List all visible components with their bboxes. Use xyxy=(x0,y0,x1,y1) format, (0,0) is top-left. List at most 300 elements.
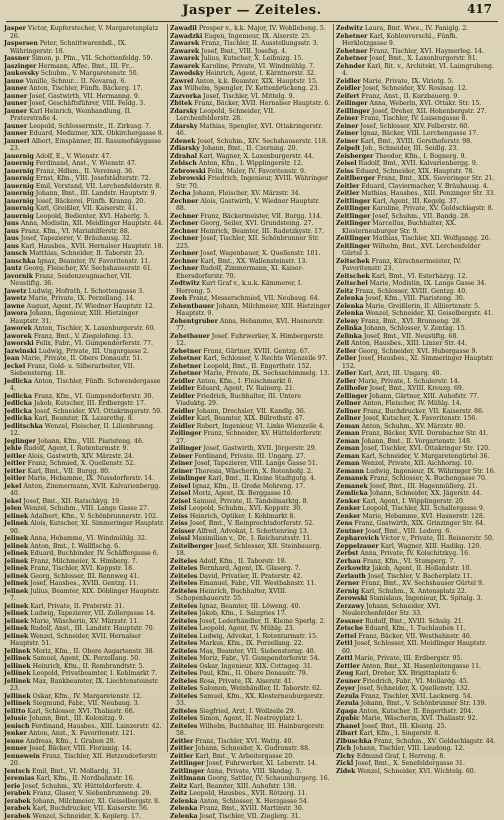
entry-name: Zeiner xyxy=(336,123,359,130)
directory-entry xyxy=(4,580,165,588)
directory-entry xyxy=(336,258,497,273)
entry-details: Josef, Schneider, X. Quellenstr. 132. xyxy=(357,685,470,692)
directory-entry xyxy=(4,738,165,746)
entry-name: Jellinek xyxy=(4,655,31,662)
entry-details: Victor v., Private, III. Reisnerstr. 50. xyxy=(381,535,494,542)
directory-entry xyxy=(170,295,331,303)
entry-details: Ignaz, Beamter, III. Löweng. 40. xyxy=(199,603,300,610)
directory-entry xyxy=(336,438,497,446)
entry-name: Jawetz xyxy=(4,288,27,295)
entry-name: Zidek xyxy=(336,768,355,775)
directory-entry xyxy=(4,700,165,708)
entry-name: Zeuner xyxy=(336,678,361,685)
entry-name: Zeidler xyxy=(170,378,195,385)
entry-details: Franz, Bäcker, VII. Westbahnstr. 40. xyxy=(358,633,471,640)
entry-details: Josef, Tischler, VII. Zieglerg. 31. xyxy=(200,813,301,820)
entry-name: Zeiteles xyxy=(170,678,197,685)
entry-name: Zeiteles xyxy=(170,715,197,722)
entry-name: Jaus xyxy=(4,228,19,235)
entry-name: Zenker xyxy=(336,513,360,520)
directory-entry xyxy=(4,445,165,453)
entry-name: Zawarek xyxy=(170,48,199,55)
directory-entry xyxy=(170,100,331,108)
entry-name: Zebrowski xyxy=(170,168,206,175)
column-divider xyxy=(333,24,334,752)
entry-details: Johann, Schneider, X. Gudrunstr. 88. xyxy=(195,745,310,752)
entry-name: Zeilinger xyxy=(170,445,202,452)
entry-name: Jenne xyxy=(4,738,24,745)
entry-details: Oskar, Kfm., IV. Margaretenstr. 12. xyxy=(33,693,142,700)
entry-details: Rudolf, Bmt., XVIII. Schulg. 21. xyxy=(365,618,464,625)
directory-entry xyxy=(4,355,165,363)
entry-name: Jautz xyxy=(4,265,22,272)
directory-entry xyxy=(170,78,331,86)
directory-entry xyxy=(170,813,331,820)
entry-details: Edmund Graf, I. Herreng. 8. xyxy=(357,753,446,760)
entry-name: Zemann xyxy=(336,468,364,475)
entry-name: Jauernig xyxy=(4,190,34,197)
directory-entry xyxy=(4,303,165,311)
column-divider xyxy=(167,24,168,752)
entry-name: Zellner xyxy=(336,415,361,422)
entry-details: Franz, Buchdrucker, VII. Kaiserstr. 86. xyxy=(363,408,484,415)
entry-details: Theodor, Kfm., I. Bognerg. 9. xyxy=(375,153,466,160)
entry-details: Karoline, Private, VI. Windmühlg. 7. xyxy=(201,63,315,70)
entry-details: Anna, Hebamme, XVI. Hasnerstr. 77. xyxy=(176,318,324,333)
directory-entry xyxy=(170,783,331,791)
entry-name: Zickl xyxy=(336,760,353,767)
directory-entry xyxy=(170,40,331,48)
entry-name: Zeissl xyxy=(170,535,190,542)
directory-entry xyxy=(4,123,165,131)
entry-details: Josef, Fuhrwerker, X. Himbergerstr. 12. xyxy=(176,333,324,348)
entry-name: Zeidler xyxy=(336,85,361,92)
entry-details: Ernst, Kfm., VIII. Josefstädterstr. 72. xyxy=(36,175,151,182)
entry-details: Franz, Messerschmied, VII. Neubaug. 64. xyxy=(189,295,320,302)
entry-name: Jaszinger xyxy=(4,63,36,70)
entry-details: Karl, Beamter, XIII. Auhofstr. 138. xyxy=(189,783,296,790)
directory-entry xyxy=(4,415,165,423)
directory-entry xyxy=(336,93,497,101)
entry-name: Zechner xyxy=(170,265,198,272)
entry-name: Zemlicka xyxy=(336,490,368,497)
entry-name: Zeisel xyxy=(170,498,191,505)
entry-name: Zehetner xyxy=(336,48,367,55)
entry-name: Jauernig xyxy=(4,175,34,182)
directory-entry xyxy=(170,423,331,431)
directory-entry xyxy=(4,363,165,378)
entry-name: Zehetner xyxy=(170,348,201,355)
entry-details: Josef, Geschäftsführer, VIII. Feldg. 3. xyxy=(29,100,145,107)
directory-entry xyxy=(170,588,331,603)
entry-details: Adolf, E., V. Wienstr. 47. xyxy=(36,153,111,160)
entry-name: Zecha xyxy=(170,190,191,197)
directory-entry xyxy=(336,423,497,431)
directory-entry xyxy=(170,85,331,93)
entry-name: Javornik xyxy=(4,273,33,280)
directory-entry xyxy=(4,198,165,206)
directory-entry xyxy=(336,145,497,153)
entry-details: Franz, Gold- u. Silberarbeiter, VII. Siebensterng. 18. xyxy=(10,363,135,378)
directory-entry xyxy=(170,370,331,378)
entry-name: Jellinek xyxy=(4,670,31,677)
entry-name: Zawodsky xyxy=(170,70,204,77)
entry-details: Marie, Hebamme, XVI. Hasnerstr. 128. xyxy=(362,513,484,520)
entry-name: Zeiteles xyxy=(170,685,197,692)
directory-entry xyxy=(4,310,165,325)
entry-name: Zerowski xyxy=(336,595,367,602)
entry-details: Josef, Tischler, XII. Schönbrunner Str. 225. xyxy=(176,235,319,250)
entry-details: Josef, Dreher, XII. Hohenbergstr. 27. xyxy=(372,108,487,115)
directory-entry xyxy=(170,543,331,558)
directory-entry xyxy=(170,685,331,693)
entry-details: Karl, Wagner, XIII. Hadikg. 120. xyxy=(381,543,482,550)
entry-name: Zeitlinger xyxy=(336,235,370,242)
directory-entry xyxy=(4,288,165,296)
entry-name: Zenker xyxy=(336,505,360,512)
entry-details: Franz, Kfm., VI. Mariahilferstr. 88. xyxy=(21,228,130,235)
directory-entry xyxy=(4,483,165,498)
entry-name: Jeitler xyxy=(4,468,26,475)
entry-details: Wenzel, Schneider, XI. Geiselbergstr. 41. xyxy=(366,310,494,317)
entry-name: Jerabek xyxy=(4,805,31,812)
entry-name: Zibuschka xyxy=(336,738,372,745)
column-1 xyxy=(4,25,165,751)
entry-name: Zeug xyxy=(336,670,353,677)
directory-entry xyxy=(4,790,165,798)
entry-details: Felix, Fabr., VI. Gumpendorferstr. 77. xyxy=(36,340,153,347)
directory-entry xyxy=(4,130,165,138)
entry-details: Franz, Kfm., VI. Stumperg. 7. xyxy=(363,558,456,565)
directory-entry xyxy=(4,550,165,558)
entry-details: Josef, Kutscher, X. Favoritenstr. 156. xyxy=(363,415,477,422)
entry-name: Zeitelberger xyxy=(170,543,213,550)
entry-name: Zezula xyxy=(336,700,359,707)
entry-name: Zax xyxy=(170,85,182,92)
directory-entry xyxy=(336,685,497,693)
directory-entry xyxy=(4,618,165,626)
entry-name: Zelenka xyxy=(336,295,364,302)
entry-details: Leopold, Bmt., II. Engerthstr. 152. xyxy=(203,363,311,370)
directory-entry xyxy=(4,273,165,288)
directory-entry xyxy=(336,130,497,138)
directory-entry xyxy=(4,108,165,123)
entry-name: Zettl xyxy=(336,640,353,647)
entry-details: Marie, Greißlerin, II. Alliiertenstr. 5. xyxy=(366,303,480,310)
entry-details: Wenzel, Schneider, XVII. Hernalser Hauptstr. 51. xyxy=(10,633,141,648)
directory-entry xyxy=(336,378,497,386)
entry-name: Zeiteles xyxy=(170,640,197,647)
directory-entry xyxy=(336,273,497,281)
entry-name: Zell xyxy=(336,340,349,347)
entry-name: Zdarsky xyxy=(170,123,197,130)
entry-details: Johann, Schlosser, V. Zentag. 15. xyxy=(364,325,467,332)
entry-details: Josef, Tischler, XVI. Ottakringer Str. 120. xyxy=(361,445,490,452)
entry-name: Jaus xyxy=(4,220,19,227)
directory-entry xyxy=(4,745,165,753)
entry-details: Karl, Greißler, VII. Kaiserstr. 41. xyxy=(36,205,138,212)
directory-entry xyxy=(170,490,331,498)
entry-name: Jauernig xyxy=(4,160,34,167)
directory-entry xyxy=(4,333,165,341)
entry-details: Marie, Private, II. Obere Donaustr. 51. xyxy=(21,355,142,362)
directory-entry xyxy=(336,408,497,416)
entry-details: Karl, Hausbes., XVII. Hernalser Hauptstr. 18. xyxy=(21,243,163,250)
directory-entry xyxy=(4,453,165,461)
directory-entry xyxy=(336,565,497,573)
directory-entry xyxy=(336,333,497,341)
entry-details: Johann, Schneider, XX. Jägerstr. 44. xyxy=(370,490,482,497)
entry-name: Zezula xyxy=(336,693,359,700)
entry-details: Josef, Bmt., III. Kleistg. 25. xyxy=(362,723,447,730)
entry-name: Zeiner xyxy=(170,468,193,475)
entry-details: Josef, Bmt., VIII. Lederg. 6. xyxy=(365,528,451,535)
entry-details: Franz, Bmt., V. Ziegelofeng. 13. xyxy=(34,333,133,340)
entry-name: Zeilinger xyxy=(336,100,368,107)
entry-name: Zeifert xyxy=(336,93,360,100)
entry-name: Jerabek xyxy=(4,798,31,805)
directory-entry xyxy=(336,243,497,258)
entry-details: Josef, Schneider, XVI. Ottakringerstr. 59. xyxy=(34,408,162,415)
entry-name: Zettl xyxy=(336,655,353,662)
entry-details: Leopold, Hausbes., XVII. Rötzerg. 11. xyxy=(189,790,307,797)
entry-details: Marie, Wäscherin, XV. Märzstr. 11. xyxy=(30,618,139,625)
directory-entry xyxy=(4,258,165,266)
entry-details: Franz, Bmt., XV. Sechshauser Gürtel 9. xyxy=(361,580,483,587)
entry-details: Josef, Gastwirth, XVII. Jörgerstr. 29. xyxy=(204,445,317,452)
directory-entry xyxy=(4,543,165,551)
directory-entry xyxy=(170,558,331,566)
directory-entry xyxy=(4,183,165,191)
directory-entry xyxy=(336,760,497,768)
entry-details: Alfred, Advokat, I. Schottenring 13. xyxy=(197,528,309,535)
entry-details: Franz, Anst., II. Kurzbauerg. 9. xyxy=(362,93,460,100)
entry-name: Zehentgruber xyxy=(170,318,218,325)
entry-details: Josef, Bäckerei, Fünfh. Kranzg. 20. xyxy=(36,198,145,205)
entry-name: Jennewein xyxy=(4,753,40,760)
directory-entry xyxy=(170,445,331,453)
entry-details: Heinrich, Buchhalter, XVIII. Schopenhauerstr. 55. xyxy=(176,588,287,603)
directory-entry xyxy=(170,610,331,618)
directory-entry xyxy=(4,438,165,446)
directory-entry xyxy=(4,520,165,535)
entry-details: Friedrich, Buchhalter, III. Untere Viaduktg. 29. xyxy=(176,393,301,408)
entry-name: Jaunerl xyxy=(4,138,29,145)
entry-details: Anton, Anst., X. Favoritenstr. 121. xyxy=(29,730,135,737)
entry-name: Jedlicka xyxy=(4,400,32,407)
directory-entry xyxy=(336,580,497,588)
entry-name: Zeisel xyxy=(170,483,191,490)
entry-details: Anna, Weberin, XVI. Ottakr. Str. 15. xyxy=(370,100,482,107)
entry-details: Julius, Kutscher, X. Leibnizg. 15. xyxy=(201,55,303,62)
directory-entry xyxy=(336,370,497,378)
entry-details: Ignaz, Beamter, IV. Favoritenstr. 11. xyxy=(37,258,150,265)
entry-details: Theresia, Wäscherin, X. Rotenhofg. 2. xyxy=(194,468,312,475)
entry-details: Simon, Agent, II. Nestroyplatz 1. xyxy=(199,715,302,722)
entry-details: Franz, Bäcker, XVII. Dornbacher Str. 41. xyxy=(361,430,488,437)
entry-name: Zehetner xyxy=(170,363,201,370)
directory-entry xyxy=(4,708,165,716)
directory-entry xyxy=(170,798,331,806)
directory-entry xyxy=(336,190,497,198)
directory-entry xyxy=(4,648,165,656)
entry-name: Zeiteles xyxy=(170,580,197,587)
directory-entry xyxy=(4,243,165,251)
directory-entry xyxy=(170,708,331,716)
directory-entry xyxy=(336,678,497,686)
directory-entry xyxy=(170,625,331,633)
directory-entry xyxy=(4,70,165,78)
entry-details: Karl, Private, II. Praterstr. 31. xyxy=(30,603,124,610)
entry-name: Zeitler xyxy=(336,183,359,190)
entry-name: Zechner xyxy=(170,235,198,242)
directory-entry xyxy=(170,723,331,738)
entry-name: Zeiss xyxy=(170,513,188,520)
directory-entry xyxy=(336,78,497,86)
directory-entry xyxy=(336,513,497,521)
directory-entry xyxy=(336,663,497,671)
entry-details: Stanislaus, Ingenieur, IX. Spitalg. 3. xyxy=(369,595,482,602)
directory-entry xyxy=(170,655,331,663)
entry-details: Johann, Gärtner, XIII. Auhofstr. 77. xyxy=(370,393,480,400)
directory-entry xyxy=(170,475,331,483)
entry-name: Zibart xyxy=(336,730,357,737)
entry-details: Josef, Schneider, XV. Rosinag. 12. xyxy=(363,85,468,92)
directory-entry xyxy=(170,520,331,528)
entry-name: Zerner xyxy=(336,580,359,587)
entry-details: Karl, Wagner, X. Laxenburgerstr. 44. xyxy=(199,153,314,160)
entry-details: Josef, Bmt., XVIII. Kreuzg. 69. xyxy=(370,385,464,392)
directory-entry xyxy=(336,543,497,551)
entry-details: Rudolf, Agent, I. Rotenturmstr. 9. xyxy=(24,445,129,452)
directory-entry xyxy=(336,715,497,723)
entry-name: Zelenka xyxy=(336,303,364,310)
directory-entry xyxy=(336,723,497,731)
directory-entry xyxy=(170,535,331,543)
directory-entry xyxy=(336,445,497,453)
entry-name: Zerbst xyxy=(336,550,358,557)
entry-details: Marie, Private, IX. Porzellang. 14. xyxy=(29,295,136,302)
entry-name: Zelinka xyxy=(336,325,362,332)
directory-entry xyxy=(170,265,331,280)
entry-name: Zehetbauer xyxy=(170,333,210,340)
entry-details: Ignaz, Kfm., II. Große Mohreng. 17. xyxy=(193,483,306,490)
entry-details: Emil, Bmt., VI. Mollardg. 31. xyxy=(32,768,122,775)
entry-name: Jentsch xyxy=(4,768,30,775)
entry-name: Jawne xyxy=(4,303,25,310)
entry-name: Jean xyxy=(4,355,19,362)
entry-name: Zdrahal xyxy=(170,153,197,160)
entry-name: Zeiteles xyxy=(170,573,197,580)
header-rule xyxy=(6,21,498,22)
entry-name: Zeiteles xyxy=(170,648,197,655)
entry-name: Jelinek xyxy=(4,588,28,595)
entry-name: Zdenek xyxy=(170,138,196,145)
entry-details: Max, Bankbeamter, IX. Liechtensteinstr. 23. xyxy=(10,678,159,693)
directory-entry xyxy=(4,468,165,476)
entry-details: Franz, Schneider, XV. Hütteldorferstr. 27. xyxy=(176,430,322,445)
directory-entry xyxy=(4,535,165,543)
directory-entry xyxy=(4,393,165,401)
entry-details: Johann, Milchmeier, XI. Geiselbergstr. 8. xyxy=(33,798,160,805)
entry-details: Schuhm., V. Margaretenstr. 50. xyxy=(41,70,139,77)
entry-details: Heinrich, Beamter, III. Radetzkystr. 17. xyxy=(200,228,324,235)
entry-details: Josef, Schlosser, XII. Meidlinger Hauptstr. 60. xyxy=(342,640,486,655)
entry-details: Franz, Schlosser, XVIII. Gentzg. 40. xyxy=(355,288,467,295)
entry-name: Zechner xyxy=(170,213,198,220)
page-header xyxy=(0,2,504,20)
directory-entry xyxy=(336,693,497,701)
directory-entry xyxy=(170,430,331,445)
entry-name: Jelinek xyxy=(4,535,28,542)
entry-details: Georg, Schneider, XVI. Hubergasse 9. xyxy=(358,348,477,355)
entry-name: Zgubic xyxy=(336,715,360,722)
directory-entry xyxy=(170,318,331,333)
directory-entry xyxy=(170,258,331,266)
directory-entry xyxy=(170,168,331,176)
entry-details: Max, Beamter, VII. Siebensterng. 40. xyxy=(199,648,315,655)
entry-details: Karl, Bmt., II. Kleine Stadtgutg. 4. xyxy=(208,475,316,482)
entry-name: Zeitler xyxy=(170,738,193,745)
entry-name: Jelusic xyxy=(4,715,27,722)
directory-entry xyxy=(170,573,331,581)
entry-details: Wilhelm, Bmt., XVI. Lerchenfelder Gürtel 3. xyxy=(342,243,480,258)
entry-details: Franz, Gastwirth, XIX. Grinzinger Str. 64. xyxy=(354,520,485,527)
entry-details: Alois, Kutscher, XI. Simmeringer Hauptstr. 90. xyxy=(10,520,164,535)
entry-details: Karl, Bmt., VII. Burgg. 80. xyxy=(28,468,110,475)
directory-entry xyxy=(336,483,497,491)
entry-details: Franz, Tischler, XVII. Lacknerg. 54. xyxy=(361,693,473,700)
entry-name: Zeisel xyxy=(336,160,357,167)
directory-entry xyxy=(4,93,165,101)
directory-entry xyxy=(336,595,497,603)
directory-entry xyxy=(336,85,497,93)
directory-entry xyxy=(170,153,331,161)
entry-name: Zeiteles xyxy=(170,633,197,640)
entry-details: Anna, Hebamme, VI. Windmühlg. 32. xyxy=(30,535,147,542)
directory-entry xyxy=(170,33,331,41)
entry-name: Zens xyxy=(336,520,352,527)
entry-details: Karl, Arzt, III. Ungarg. 40. xyxy=(358,370,441,377)
entry-details: Karl, Schlosser, V. Rechte Wienzeile 97. xyxy=(203,355,327,362)
entry-details: Jakob, Agent, II. Hollandstr. 10. xyxy=(372,565,471,572)
entry-details: Ludwig, Tapezierer, VII. Zollergasse 14. xyxy=(30,610,155,617)
entry-details: Eduard, Agent, IV. Rainerg. 21. xyxy=(197,385,295,392)
directory-entry xyxy=(170,738,331,746)
entry-name: Zeillinger xyxy=(336,108,370,115)
entry-details: Johann, Kfm., VIII. Piaristeng. 46. xyxy=(38,438,144,445)
directory-entry xyxy=(4,160,165,168)
directory-entry xyxy=(336,430,497,438)
entry-name: Zehnder xyxy=(336,63,365,70)
entry-details: Josef, Schuhm., XV. Hütteldorferstr. 4. xyxy=(22,783,142,790)
entry-details: Andreas, Kfm., I. Graben 28. xyxy=(26,738,116,745)
entry-details: Jakob, Kfm., I. Salzgries 17. xyxy=(199,610,286,617)
entry-details: Anton, Fleischer, IV. Mühlg. 14. xyxy=(363,400,462,407)
entry-details: Franz, Gärtner, XVIII. Gentzg. 67. xyxy=(203,348,309,355)
entry-name: Jedlicka xyxy=(4,393,32,400)
entry-details: Prosper v., k.k. Major, IV. Wohllebeng. 5. xyxy=(199,25,326,32)
entry-name: Jeremias xyxy=(4,775,34,782)
entry-details: Karl Heinrich, Weinhandlung, II. Praterstraße 4. xyxy=(10,108,131,123)
directory-entry xyxy=(170,498,331,506)
entry-name: Zeiteles xyxy=(170,618,197,625)
entry-name: Jasper xyxy=(4,25,26,32)
entry-name: Zeiner xyxy=(336,138,359,145)
entry-details: Josef, Schlosser, XIV. Felberstr. 60. xyxy=(360,123,469,130)
entry-name: Zessner xyxy=(336,618,363,625)
directory-entry xyxy=(4,813,165,820)
